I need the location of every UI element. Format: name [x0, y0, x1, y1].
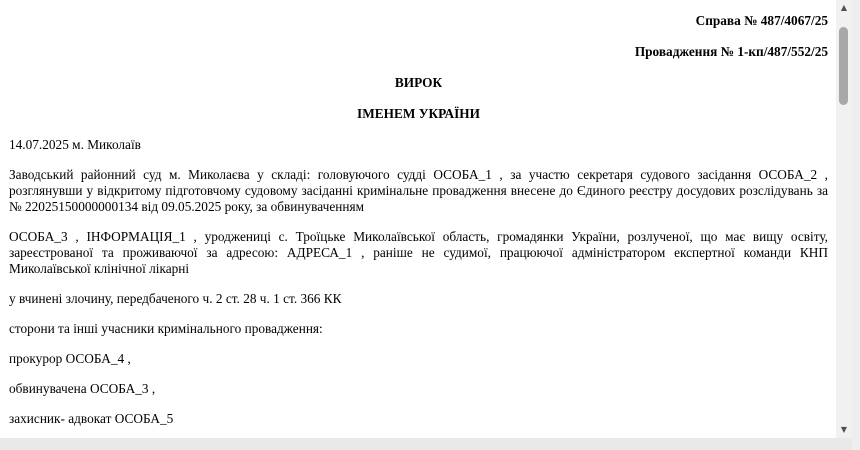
- scroll-up-arrow-icon[interactable]: ▲: [840, 3, 848, 12]
- document-subtitle: ІМЕНЕМ УКРАЇНИ: [357, 106, 480, 121]
- scroll-thumb[interactable]: [839, 27, 848, 105]
- document-title: ВИРОК: [394, 75, 443, 90]
- paragraph-prosecutor: прокурор ОСОБА_4 ,: [9, 351, 131, 366]
- paragraph-court: Заводський районний суд м. Миколаєва у складі: головуючого судді ОСОБА_1 , за участю секретаря судового засідання ОСОБА_2 , розглянувши у відкритому підготовчому судовому засіданні кримінальне провадження внесене до Єдиного реєстру досудових розслідувань за № 22025150000000134 від 09.05.2025 року, за обвинуваченням: [9, 167, 828, 214]
- vertical-scrollbar[interactable]: [836, 0, 852, 438]
- bottom-frame-edge: [0, 438, 852, 450]
- paragraph-accused: ОСОБА_3 , ІНФОРМАЦІЯ_1 , уроджениці с. Троїцьке Миколаївської область, громадянки України, розлученої, що має вищу освіту, зареєстрованої та проживаючої за адресою: АДРЕСА_1 , раніше не судимої, працюючої адміністратором експертної команди КНП Миколаївської клінічної лікарні: [9, 229, 828, 276]
- paragraph-parties: сторони та інші учасники кримінального провадження:: [9, 321, 323, 336]
- case-number: Справа № 487/4067/25: [695, 13, 828, 28]
- proceeding-number: Провадження № 1-кп/487/552/25: [634, 44, 828, 59]
- paragraph-defendant: обвинувачена ОСОБА_3 ,: [9, 381, 156, 396]
- date-place: 14.07.2025 м. Миколаїв: [9, 137, 141, 152]
- paragraph-defender: захисник- адвокат ОСОБА_5: [9, 411, 174, 426]
- paragraph-charge: у вчинені злочину, передбаченого ч. 2 ст. 28 ч. 1 ст. 366 КК: [9, 291, 342, 306]
- document-content: [0, 13, 836, 427]
- scroll-down-arrow-icon[interactable]: ▼: [840, 425, 848, 434]
- right-frame-edge: [852, 0, 860, 450]
